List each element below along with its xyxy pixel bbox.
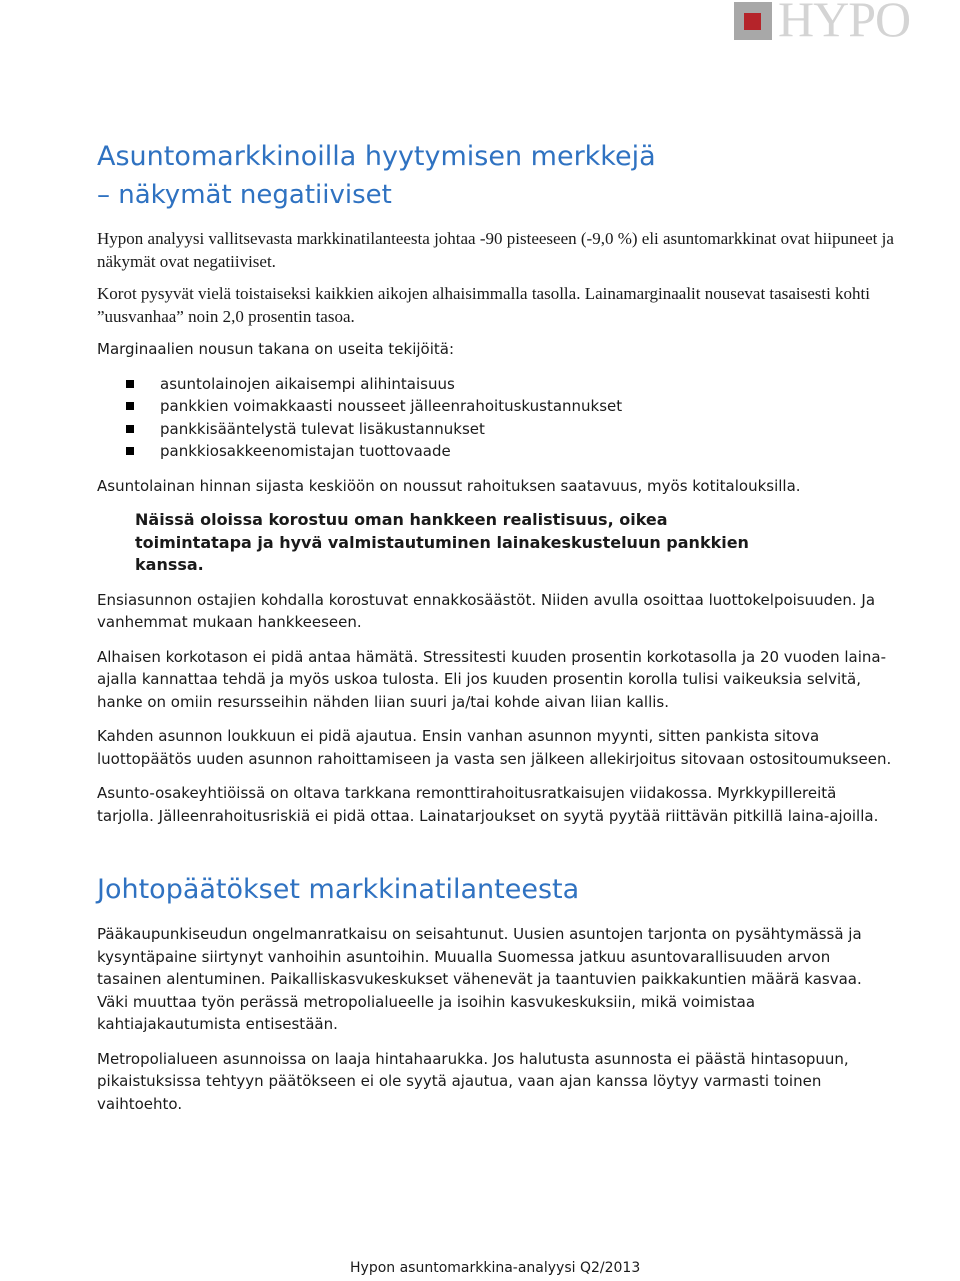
square-bullet-icon	[126, 402, 134, 410]
document-body	[97, 138, 897, 1115]
paragraph-availability: Asuntolainan hinnan sijasta keskiöön on noussut rahoituksen saatavuus, myös kotitalouksilla.	[97, 476, 801, 495]
paragraph-housing-companies: Asunto-osakeyhtiöissä on oltava tarkkana remonttirahoitusratkaisujen viidakossa. Myrkkypillereitä tarjolla. Jälleenrahoitusriskiä ei pidä ottaa. Lainatarjoukset on syytä pyytää riittävän pitkillä laina-ajoilla.	[97, 784, 879, 825]
conclusions-paragraph-1: Pääkaupunkiseudun ongelmanratkaisu on seisahtunut. Uusien asuntojen tarjonta on pysähtymässä ja kysyntäpaine siirtynyt vanhoihin asuntoihin. Muualla Suomessa jatkuu asuntovarallisuuden arvon tasainen alentuminen. Paikalliskasvukeskukset vähenevät ja taantuvien paikkakuntien määrä kasvaa. Väki muuttaa työn perässä metropolialueelle ja isoihin kasvukeskuksiin, mikä voimistaa kahtiajakautumista entisestään.	[97, 925, 862, 1034]
conclusions-heading: Johtopäätökset markkinatilanteesta	[97, 874, 580, 906]
square-bullet-icon	[126, 425, 134, 433]
factor-list	[97, 373, 897, 463]
list-item: pankkiosakkeenomistajan tuottovaade	[97, 440, 897, 463]
intro-paragraph-3: Marginaalien nousun takana on useita tekijöitä:	[97, 340, 455, 358]
square-bullet-icon	[126, 380, 134, 388]
intro-paragraph-1: Hypon analyysi vallitsevasta markkinatilanteesta johtaa -90 pisteeseen (-9,0 %) eli asuntomarkkinat ovat hiipuneet ja näkymät ovat negatiiviset.	[97, 229, 894, 271]
logo-text: HYPO	[778, 0, 911, 47]
hypo-logo	[734, 0, 911, 47]
page-title	[97, 138, 897, 214]
page-title-line1: Asuntomarkkinoilla hyytymisen merkkejä	[97, 141, 656, 172]
page-title-line2: – näkymät negatiiviset	[97, 180, 392, 210]
square-bullet-icon	[126, 447, 134, 455]
paragraph-first-home: Ensiasunnon ostajien kohdalla korostuvat ennakkosäästöt. Niiden avulla osoittaa luottokelpoisuuden. Ja vanhemmat mukaan hankkeeseen.	[97, 590, 876, 632]
list-item: pankkien voimakkaasti nousseet jälleenrahoituskustannukset	[97, 395, 897, 418]
list-item: pankkisääntelystä tulevat lisäkustannukset	[97, 418, 897, 441]
emphasis-paragraph: Näissä oloissa korostuu oman hankkeen realistisuus, oikea toimintatapa ja hyvä valmistautuminen lainakeskusteluun pankkien kanssa.	[135, 510, 749, 575]
intro-paragraph-2: Korot pysyvät vielä toistaiseksi kaikkien aikojen alhaisimmalla tasolla. Lainamarginaalit nousevat tasaisesti kohti ”uusvanhaa” noin 2,0 prosentin tasoa.	[97, 284, 871, 326]
page-footer: Hypon asuntomarkkina-analyysi Q2/2013	[350, 1260, 641, 1276]
paragraph-stress-test: Alhaisen korkotason ei pidä antaa hämätä. Stressitesti kuuden prosentin korkotasolla ja 20 vuoden laina-ajalla kannattaa tehdä ja myös uskoa tulosta. Eli jos kuuden prosentin korolla tulisi vaikeuksia selvitä, hanke on omiin resursseihin nähden liian suuri ja/tai kohde aivan liian kallis.	[97, 647, 887, 711]
list-item: asuntolainojen aikaisempi alihintaisuus	[97, 373, 897, 396]
logo-square-icon	[734, 2, 772, 40]
paragraph-two-homes: Kahden asunnon loukkuun ei pidä ajautua. Ensin vanhan asunnon myynti, sitten pankista sitova luottopäätös uuden asunnon rahoittamiseen ja vasta sen jälkeen allekirjoitus sitovaan ostositoumukseen.	[97, 727, 892, 768]
conclusions-paragraph-2: Metropolialueen asunnoissa on laaja hintahaarukka. Jos halutusta asunnosta ei päästä hintasopuun, pikaistuksissa tehtyyn päätökseen ei ole syytä ajautua, vaan ajan kanssa löytyy varmasti toinen vaihtoehto.	[97, 1049, 849, 1113]
